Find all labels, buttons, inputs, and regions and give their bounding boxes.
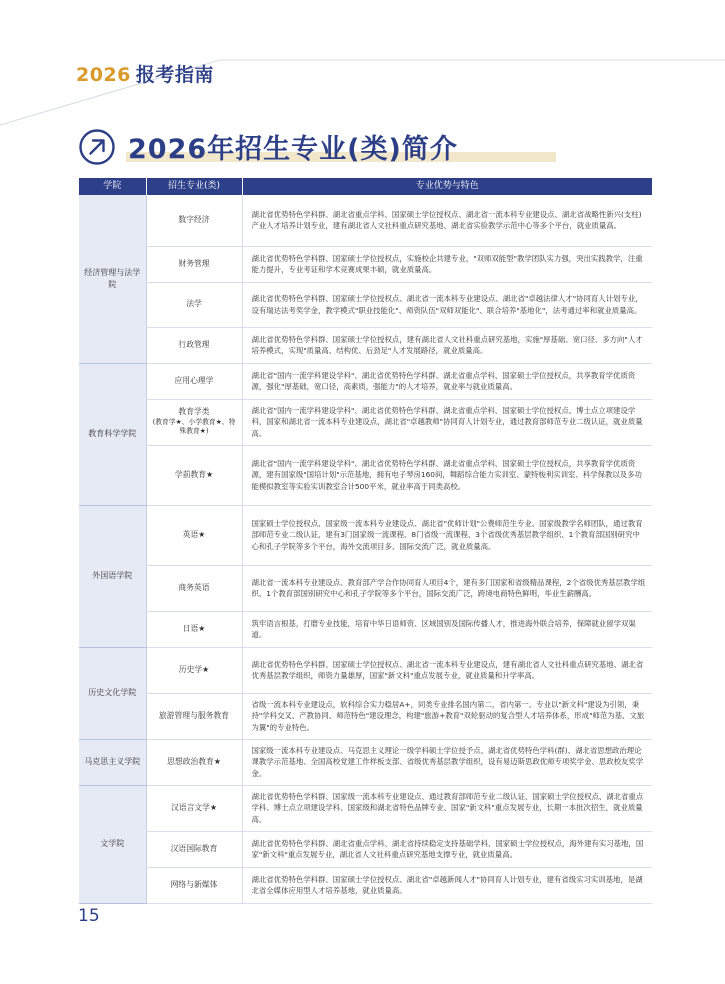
major-name: 商务英语: [146, 565, 242, 611]
header-features: 专业优势与特色: [242, 178, 652, 195]
major-description: 湖北省优势特色学科群、国家硕士学位授权点，实施校企共建专业，"双师双能型"教学团队实力强，突出实践教学，注重能力提升，专业考证和学术竞赛成果丰硕，就业质量高。: [242, 246, 652, 282]
table-row: [79, 399, 652, 445]
major-name: 教育学类: [178, 407, 210, 417]
major-name: 汉语国际教育: [146, 831, 242, 867]
major-description: 国家硕士学位授权点、国家级一流本科专业建设点、湖北省"优师计划"公费师范生专业、国家级教学名师团队，通过教育部师范专业二级认证，建有3门国家级一流课程、8门省级一流课程、3个省级优秀基层教学组织、1个教育部国别研究中心和孔子学院等多个平台，海外交流项目多、国际交流广泛，就业质量高。: [242, 505, 652, 565]
college-cell: 教育科学学院: [79, 363, 146, 505]
major-description: 湖北省优势特色学科群、国家硕士学位授权点、湖北省一流本科专业建设点，建有湖北省人文社科重点研究基地、湖北省优秀基层教学组织，师资力量雄厚，国家"新文科"重点发展专业，就业质量和升学率高。: [242, 647, 652, 693]
table-row: [79, 282, 652, 327]
table-row: [79, 445, 652, 505]
table-row: [79, 363, 652, 399]
major-description: 湖北省优势特色学科群、国家硕士学位授权点、湖北省"卓越新闻人才"协同育人计划专业，建有省级实习实训基地，是湖北省全媒体应用型人才培养基地，就业质量高。: [242, 867, 652, 903]
table-row: [79, 785, 652, 831]
header-college: 学院: [79, 178, 146, 195]
table-row: [79, 739, 652, 785]
college-cell: 经济管理与法学院: [79, 195, 146, 363]
page-title: 2026年招生专业(类)简介: [128, 134, 458, 165]
header-guide-label: 报考指南: [135, 64, 214, 86]
major-description: 国家级一流本科专业建设点、马克思主义理论一级学科硕士学位授予点、湖北省优势特色学科(群)、湖北省思想政治理论课教学示范基地、全国高校党建工作样板支部、省级优秀基层教学组织，设有易迈斯思政优师专项奖学金、思政校友奖学金。: [242, 739, 652, 785]
major-subtypes: (教育学★、小学教育★、特殊教育★): [152, 417, 236, 436]
major-description: 湖北省"国内一流学科建设学科"、湖北省优势特色学科群、湖北省重点学科、国家硕士学位授权点，共享教育学优质资源，建有国家级"国培计划"示范基地，拥有电子琴房160间，舞蹈综合能力实训室、蒙特梭利实训室、科学保教以及多功能模拟教室等实验实训教室合计500平米，就业率高于同类高校。: [242, 445, 652, 505]
major-name: 学前教育★: [146, 445, 242, 505]
major-name: 财务管理: [146, 246, 242, 282]
header-year: 2026: [76, 64, 131, 86]
table-row: [79, 565, 652, 611]
major-description: 湖北省"国内一流学科建设学科"、湖北省优势特色学科群、湖北省重点学科、国家硕士学位授权点，共享教育学优质资源，强化"厚基础，宽口径，高素质，强能力"的人才培养，就业率与就业质量高。: [242, 363, 652, 399]
major-name: 汉语言文学★: [146, 785, 242, 831]
major-description: 湖北省优势特色学科群、国家硕士学位授权点、湖北省一流本科专业建设点、湖北省"卓越法律人才"协同育人计划专业，设有瑞达法考奖学金，教学模式"职业技能化"、师资队伍"双师双能化"、联合培养"基地化"，法考通过率和就业质量高。: [242, 282, 652, 327]
major-description: 筑牢语言根基，打磨专业技能，培育中华日语师资、区域国别及国际传播人才，推进海外联合培养，保障就业留学双渠道。: [242, 611, 652, 647]
table-row: [79, 693, 652, 739]
page-number: 15: [78, 906, 100, 926]
major-description: 湖北省一流本科专业建设点、教育部产学合作协同育人项目4个，建有多门国家和省级精品课程，2个省级优秀基层教学组织、1个教育部国别研究中心和孔子学院等多个平台，国际交流广泛，跨境电商特色鲜明，毕业生薪酬高。: [242, 565, 652, 611]
major-description: 湖北省优势特色学科群、国家硕士学位授权点，建有湖北省人文社科重点研究基地，实施"厚基础、宽口径、多方向"人才培养模式，实现"质量高、结构优、后劲足"人才发展路径，就业质量高。: [242, 327, 652, 363]
major-description: 省级一流本科专业建设点，软科综合实力稳居A+，同类专业排名国内第二，省内第一。专业以"新文科"建设为引领，秉持"学科交叉、产教协同、师范特色"建设理念，构建"旅游+教育"双轮驱动的复合型人才培养体系，形成"师范为基、文旅为翼"的专业特色。: [242, 693, 652, 739]
major-name: 法学: [146, 282, 242, 327]
table-row: [79, 246, 652, 282]
major-name: 思想政治教育★: [146, 739, 242, 785]
table-row: [79, 505, 652, 565]
table-row: [79, 327, 652, 363]
college-cell: 马克思主义学院: [79, 739, 146, 785]
arrow-circle-icon: [78, 128, 116, 166]
major-name: 数字经济: [146, 195, 242, 246]
major-name: 应用心理学: [146, 363, 242, 399]
major-name: 历史学★: [146, 647, 242, 693]
table-header-row: [79, 178, 652, 195]
header-major: 招生专业(类): [146, 178, 242, 195]
header-tag: [76, 60, 214, 87]
college-cell: 文学院: [79, 785, 146, 903]
table-row: [79, 867, 652, 903]
major-description: 湖北省优势特色学科群、湖北省重点学科、国家硕士学位授权点、湖北省一流本科专业建设点、湖北省战略性新兴(支柱)产业人才培养计划专业，建有湖北省人文社科重点研究基地、湖北省实验教学示范中心等多个平台，就业质量高。: [242, 195, 652, 246]
major-name: 网络与新媒体: [146, 867, 242, 903]
majors-table: [79, 178, 652, 904]
table-row: [79, 647, 652, 693]
major-name: 英语★: [146, 505, 242, 565]
table-row: [79, 195, 652, 246]
major-description: 湖北省优势特色学科群、湖北省重点学科、湖北省持续稳定支持基础学科、国家硕士学位授权点，海外建有实习基地，国家"新文科"重点发展专业，湖北省人文社科重点研究基地支撑专业，就业质量高。: [242, 831, 652, 867]
major-description: 湖北省"国内一流学科建设学科"、湖北省优势特色学科群、湖北省重点学科、国家硕士学位授权点、博士点立项建设学科，国家和湖北省一流本科专业建设点，湖北省"卓越教师"协同育人计划专业，通过教育部师范专业二级认证，就业质量高。: [242, 399, 652, 445]
major-name: 日语★: [146, 611, 242, 647]
table-row: [79, 611, 652, 647]
major-name-cell: [146, 399, 242, 445]
college-cell: 外国语学院: [79, 505, 146, 647]
major-name: 行政管理: [146, 327, 242, 363]
major-description: 湖北省优势特色学科群、国家级一流本科专业建设点、通过教育部师范专业二级认证、国家硕士学位授权点、湖北省重点学科、博士点立项建设学科、国家级和湖北省特色品牌专业、国家"新文科"重点发展专业，长期一本批次招生，就业质量高。: [242, 785, 652, 831]
college-cell: 历史文化学院: [79, 647, 146, 739]
table-row: [79, 831, 652, 867]
major-name: 旅游管理与服务教育: [146, 693, 242, 739]
